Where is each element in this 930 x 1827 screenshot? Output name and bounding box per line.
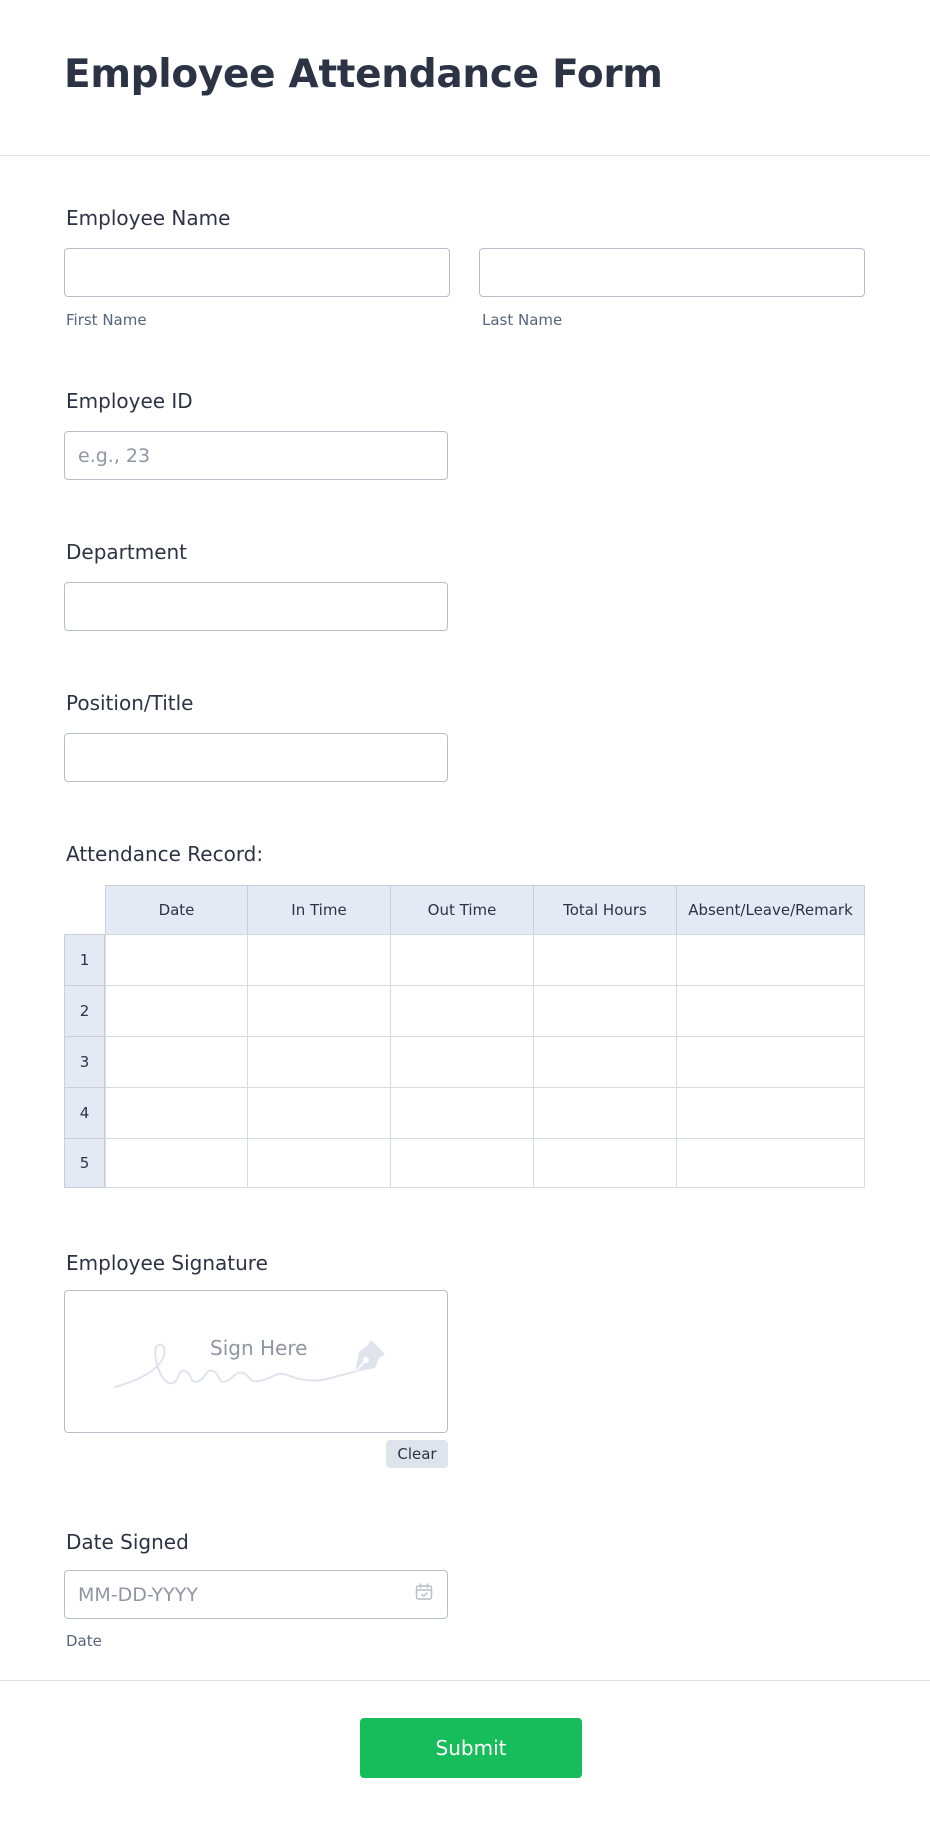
attendance-table xyxy=(64,885,865,1188)
attendance-label: Attendance Record: xyxy=(66,842,264,866)
date-signed-input[interactable] xyxy=(64,1570,448,1619)
row-header-4: 4 xyxy=(64,1087,105,1139)
form-title: Employee Attendance Form xyxy=(64,52,663,97)
cell-5-remark[interactable] xyxy=(676,1138,865,1188)
cell-5-date[interactable] xyxy=(105,1138,248,1188)
cell-3-date[interactable] xyxy=(105,1036,248,1088)
department-input[interactable] xyxy=(64,582,448,631)
form-header xyxy=(0,0,930,156)
col-header-in-time: In Time xyxy=(247,885,391,935)
first-name-input[interactable] xyxy=(64,248,450,297)
calendar-icon[interactable] xyxy=(414,1582,434,1602)
cell-4-out-time[interactable] xyxy=(390,1087,534,1139)
row-header-3: 3 xyxy=(64,1036,105,1088)
row-header-5: 5 xyxy=(64,1138,105,1188)
cell-2-in-time[interactable] xyxy=(247,985,391,1037)
last-name-input[interactable] xyxy=(479,248,865,297)
cell-5-in-time[interactable] xyxy=(247,1138,391,1188)
signature-pad[interactable] xyxy=(64,1290,448,1433)
cell-1-out-time[interactable] xyxy=(390,934,534,986)
table-corner xyxy=(64,885,105,935)
cell-1-remark[interactable] xyxy=(676,934,865,986)
cell-3-total-hours[interactable] xyxy=(533,1036,677,1088)
row-header-1: 1 xyxy=(64,934,105,986)
col-header-total-hours: Total Hours xyxy=(533,885,677,935)
cell-4-in-time[interactable] xyxy=(247,1087,391,1139)
last-name-sublabel: Last Name xyxy=(482,311,563,329)
cell-4-date[interactable] xyxy=(105,1087,248,1139)
cell-5-out-time[interactable] xyxy=(390,1138,534,1188)
cell-2-remark[interactable] xyxy=(676,985,865,1037)
cell-3-in-time[interactable] xyxy=(247,1036,391,1088)
col-header-date: Date xyxy=(105,885,248,935)
signature-label: Employee Signature xyxy=(66,1251,268,1275)
row-header-2: 2 xyxy=(64,985,105,1037)
signature-scribble-icon xyxy=(65,1291,449,1434)
position-label: Position/Title xyxy=(66,691,194,715)
col-header-remark: Absent/Leave/Remark xyxy=(676,885,865,935)
pen-nib-icon xyxy=(349,1336,389,1376)
first-name-sublabel: First Name xyxy=(66,311,147,329)
cell-4-remark[interactable] xyxy=(676,1087,865,1139)
cell-3-remark[interactable] xyxy=(676,1036,865,1088)
employee-name-label: Employee Name xyxy=(66,206,231,230)
department-label: Department xyxy=(66,540,188,564)
cell-4-total-hours[interactable] xyxy=(533,1087,677,1139)
footer-divider xyxy=(0,1680,930,1681)
cell-1-total-hours[interactable] xyxy=(533,934,677,986)
cell-1-in-time[interactable] xyxy=(247,934,391,986)
clear-signature-button[interactable]: Clear xyxy=(386,1440,448,1468)
employee-id-label: Employee ID xyxy=(66,389,193,413)
cell-2-out-time[interactable] xyxy=(390,985,534,1037)
position-input[interactable] xyxy=(64,733,448,782)
sign-here-hint: Sign Here xyxy=(210,1336,308,1360)
submit-button[interactable]: Submit xyxy=(360,1718,582,1778)
employee-id-input[interactable] xyxy=(64,431,448,480)
cell-3-out-time[interactable] xyxy=(390,1036,534,1088)
cell-2-total-hours[interactable] xyxy=(533,985,677,1037)
col-header-out-time: Out Time xyxy=(390,885,534,935)
cell-5-total-hours[interactable] xyxy=(533,1138,677,1188)
cell-2-date[interactable] xyxy=(105,985,248,1037)
cell-1-date[interactable] xyxy=(105,934,248,986)
date-signed-label: Date Signed xyxy=(66,1530,189,1554)
date-sublabel: Date xyxy=(66,1632,102,1650)
